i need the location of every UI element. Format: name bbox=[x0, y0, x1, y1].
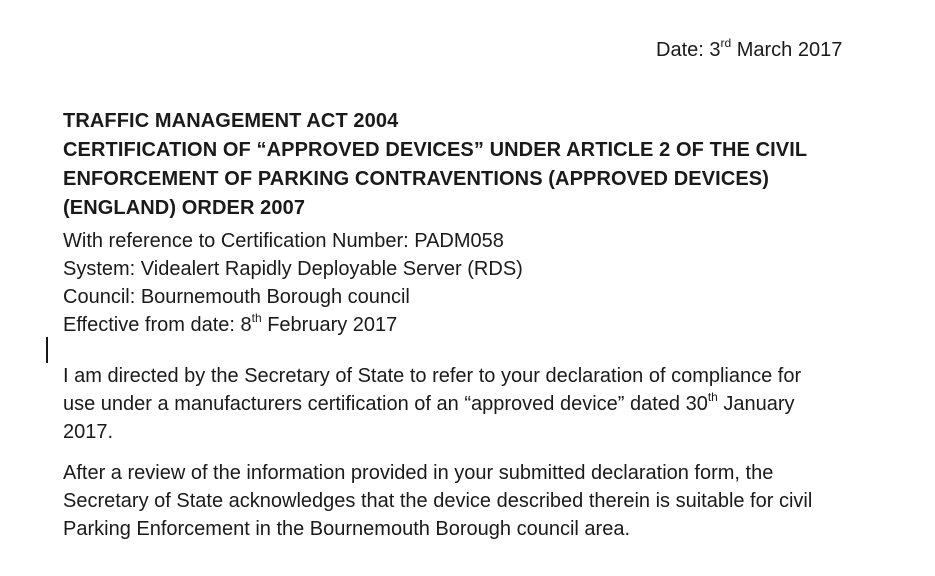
paragraph-1-line-2 bbox=[63, 390, 801, 418]
effective-date-suffix: February 2017 bbox=[261, 314, 398, 336]
body-paragraph-1 bbox=[63, 362, 801, 446]
certification-number-line: With reference to Certification Number: PADM058 bbox=[63, 230, 504, 252]
document-title bbox=[63, 107, 807, 223]
title-line-3: ENFORCEMENT OF PARKING CONTRAVENTIONS (APPROVED DEVICES) bbox=[63, 168, 770, 190]
dated-ordinal-superscript: th bbox=[707, 390, 718, 404]
paragraph-2-line-2: Secretary of State acknowledges that the device described therein is suitable for civil bbox=[63, 490, 813, 512]
left-margin-caret-mark bbox=[46, 337, 48, 363]
paragraph-1-line-2-suffix: January bbox=[717, 393, 795, 415]
reference-block bbox=[63, 227, 523, 339]
effective-date-ordinal-superscript: th bbox=[251, 311, 262, 325]
effective-date-line bbox=[63, 311, 523, 339]
effective-date-prefix: Effective from date: 8 bbox=[63, 314, 252, 336]
date-line bbox=[656, 36, 842, 64]
body-paragraph-2 bbox=[63, 459, 812, 543]
title-line-4: (ENGLAND) ORDER 2007 bbox=[63, 197, 306, 219]
paragraph-1-line-2-prefix: use under a manufacturers certification of an “approved device” dated 30 bbox=[63, 393, 708, 415]
date-prefix: Date: 3 bbox=[656, 39, 721, 61]
title-line-1: TRAFFIC MANAGEMENT ACT 2004 bbox=[63, 110, 399, 132]
paragraph-1-line-3: 2017. bbox=[63, 421, 114, 443]
system-line: System: Videalert Rapidly Deployable Server (RDS) bbox=[63, 258, 523, 280]
paragraph-1-line-1: I am directed by the Secretary of State to refer to your declaration of compliance for bbox=[63, 365, 802, 387]
council-line: Council: Bournemouth Borough council bbox=[63, 286, 410, 308]
title-line-2: CERTIFICATION OF “APPROVED DEVICES” UNDER ARTICLE 2 OF THE CIVIL bbox=[63, 139, 808, 161]
paragraph-2-line-1: After a review of the information provided in your submitted declaration form, the bbox=[63, 462, 774, 484]
paragraph-2-line-3: Parking Enforcement in the Bournemouth Borough council area. bbox=[63, 518, 631, 540]
date-ordinal-superscript: rd bbox=[720, 36, 732, 50]
date-suffix: March 2017 bbox=[731, 39, 843, 61]
